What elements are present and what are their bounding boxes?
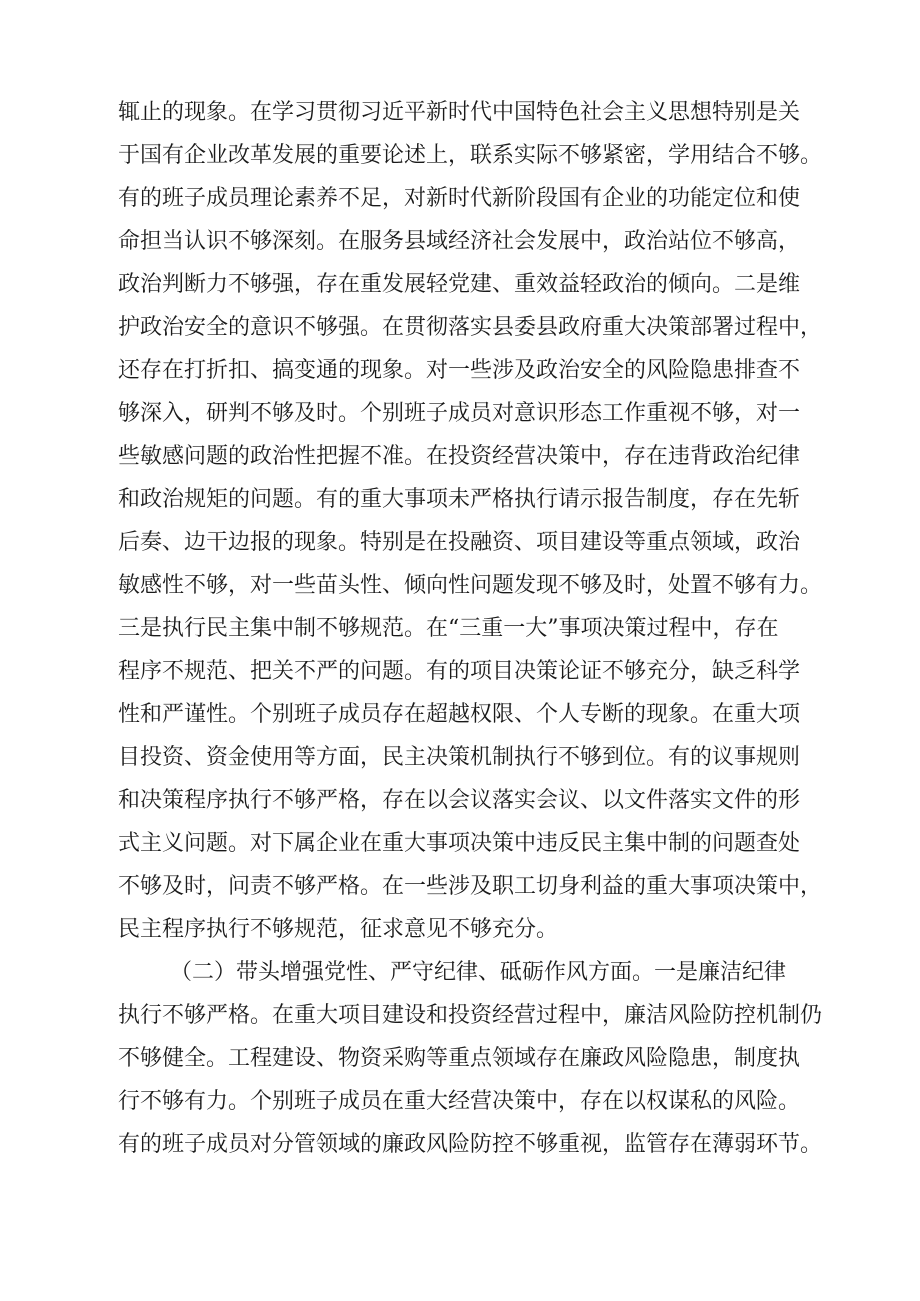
- body-text-line: 行不够有力。个别班子成员在重大经营决策中，存在以权谋私的风险。: [118, 1089, 801, 1114]
- body-text-line: 民主程序执行不够规范，征求意见不够充分。: [118, 917, 559, 942]
- body-text-line: 些敏感问题的政治性把握不准。在投资经营决策中，存在违背政治纪律: [118, 444, 801, 469]
- body-text-line: 执行不够严格。在重大项目建设和投资经营过程中，廉洁风险防控机制仍: [118, 1003, 823, 1028]
- body-text-line: 于国有企业改革发展的重要论述上，联系实际不够紧密，学用结合不够。: [118, 143, 823, 168]
- body-text-line: 够深入，研判不够及时。个别班子成员对意识形态工作重视不够，对一: [118, 401, 801, 426]
- body-text-line: 和政治规矩的问题。有的重大事项未严格执行请示报告制度，存在先斩: [118, 487, 801, 512]
- body-text-line: 三是执行民主集中制不够规范。在“三重一大”事项决策过程中，存在: [118, 616, 779, 641]
- body-text-line: 后奏、边干边报的现象。特别是在投融资、项目建设等重点领域，政治: [118, 530, 801, 555]
- body-text-line: 命担当认识不够深刻。在服务县域经济社会发展中，政治站位不够高，: [118, 229, 801, 254]
- body-text-line: 不够及时，问责不够严格。在一些涉及职工切身利益的重大事项决策中，: [118, 874, 823, 899]
- body-text-line: 辄止的现象。在学习贯彻习近平新时代中国特色社会主义思想特别是关: [118, 100, 801, 125]
- body-text-line: 有的班子成员对分管领域的廉政风险防控不够重视，监管存在薄弱环节。: [118, 1132, 823, 1157]
- body-text-line: 程序不规范、把关不严的问题。有的项目决策论证不够充分，缺乏科学: [118, 659, 801, 684]
- body-text-line: 政治判断力不够强，存在重发展轻党建、重效益轻政治的倾向。二是维: [118, 272, 801, 297]
- body-text-line: 有的班子成员理论素养不足，对新时代新阶段国有企业的功能定位和使: [118, 186, 801, 211]
- body-text-line: 和决策程序执行不够严格，存在以会议落实会议、以文件落实文件的形: [118, 788, 801, 813]
- section-heading-line: （二）带头增强党性、严守纪律、砥砺作风方面。一是廉洁纪律: [170, 960, 787, 985]
- body-text-line: 目投资、资金使用等方面，民主决策机制执行不够到位。有的议事规则: [118, 745, 801, 770]
- body-text-line: 还存在打折扣、搞变通的现象。对一些涉及政治安全的风险隐患排查不: [118, 358, 801, 383]
- body-text-line: 性和严谨性。个别班子成员存在超越权限、个人专断的现象。在重大项: [118, 702, 801, 727]
- body-text-line: 式主义问题。对下属企业在重大事项决策中违反民主集中制的问题查处: [118, 831, 801, 856]
- body-text-line: 不够健全。工程建设、物资采购等重点领域存在廉政风险隐患，制度执: [118, 1046, 801, 1071]
- body-text-line: 护政治安全的意识不够强。在贯彻落实县委县政府重大决策部署过程中，: [118, 315, 823, 340]
- body-text-line: 敏感性不够，对一些苗头性、倾向性问题发现不够及时，处置不够有力。: [118, 573, 823, 598]
